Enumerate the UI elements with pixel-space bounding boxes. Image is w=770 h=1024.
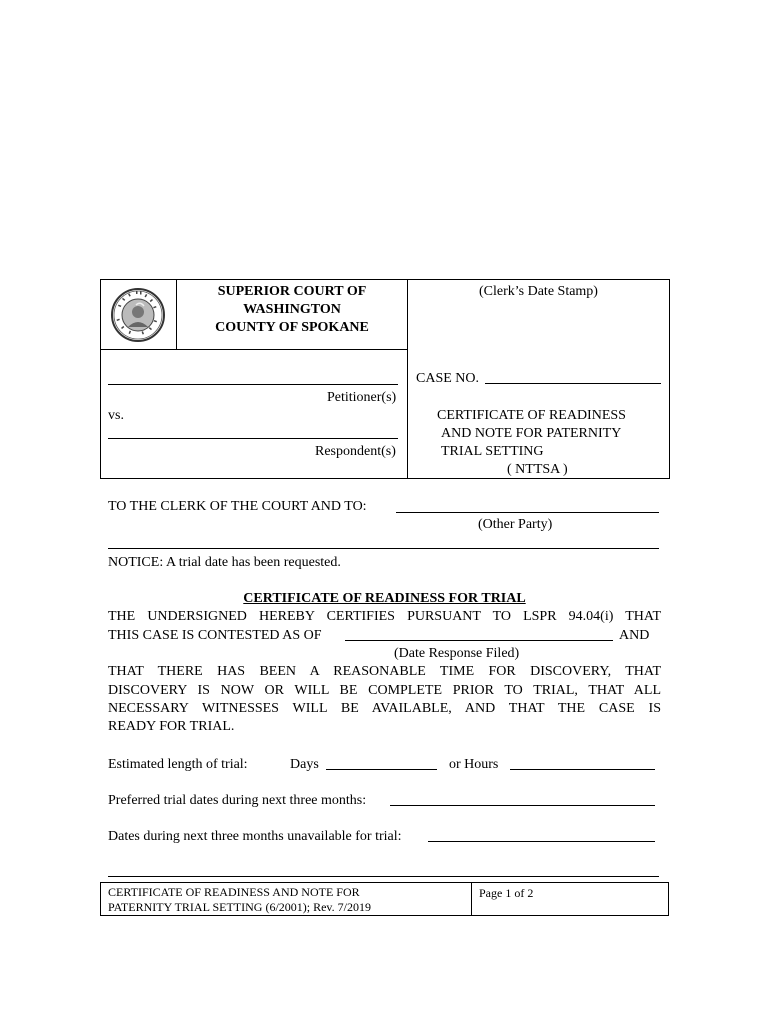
respondent-label: Respondent(s) [315, 444, 396, 459]
clerk-date-stamp: (Clerk’s Date Stamp) [479, 284, 598, 299]
preferred-dates-field[interactable] [390, 805, 655, 806]
trial-length-label: Estimated length of trial: [108, 757, 248, 772]
form-title-line1: CERTIFICATE OF READINESS [437, 408, 626, 423]
court-name-line2: WASHINGTON [243, 302, 341, 317]
notice-text: NOTICE: A trial date has been requested. [108, 555, 341, 570]
contested-suffix: AND [619, 628, 650, 643]
certificate-heading: CERTIFICATE OF READINESS FOR TRIAL [243, 591, 526, 606]
preferred-dates-label: Preferred trial dates during next three months: [108, 793, 367, 808]
court-name-line3: COUNTY OF SPOKANE [215, 320, 369, 335]
certify-para-line3: NECESSARY WITNESSES WILL BE AVAILABLE, AND THAT THE CASE IS [108, 701, 661, 716]
form-title-line2: AND NOTE FOR PATERNITY [441, 426, 622, 441]
case-no-label: CASE NO. [416, 371, 480, 386]
other-party-field-line2[interactable] [108, 548, 659, 549]
date-response-filed-field[interactable] [345, 640, 613, 641]
date-response-caption: (Date Response Filed) [394, 646, 520, 661]
other-party-field[interactable] [396, 512, 659, 513]
petitioner-name-line[interactable] [108, 384, 398, 385]
state-seal-icon [110, 287, 166, 343]
form-code: ( NTTSA ) [507, 462, 568, 477]
days-field[interactable] [326, 769, 437, 770]
hours-field[interactable] [510, 769, 655, 770]
certify-para-line4: READY FOR TRIAL. [108, 719, 235, 734]
to-clerk-label: TO THE CLERK OF THE COURT AND TO: [108, 499, 367, 514]
days-label: Days [290, 757, 319, 772]
hours-label: or Hours [449, 757, 499, 772]
vs-label: vs. [108, 408, 124, 423]
contested-prefix: THIS CASE IS CONTESTED AS OF [108, 628, 322, 643]
page-number: Page 1 of 2 [479, 886, 534, 900]
footer-form-title-line2: PATERNITY TRIAL SETTING (6/2001); Rev. 7/2019 [108, 900, 371, 914]
respondent-name-line[interactable] [108, 438, 398, 439]
petitioner-label: Petitioner(s) [327, 390, 397, 405]
court-name-line1: SUPERIOR COURT OF [217, 284, 367, 299]
footer-form-title-line1: CERTIFICATE OF READINESS AND NOTE FOR [108, 885, 360, 899]
certify-para-line2: DISCOVERY IS NOW OR WILL BE COMPLETE PRIOR TO TRIAL, THAT ALL [108, 682, 661, 698]
form-title-line3: TRIAL SETTING [441, 444, 544, 459]
certify-para-line1: THAT THERE HAS BEEN A REASONABLE TIME FOR DISCOVERY, THAT [108, 664, 661, 679]
certify-line1: THE UNDERSIGNED HEREBY CERTIFIES PURSUANT TO LSPR 94.04(i) THAT [108, 609, 661, 624]
unavailable-dates-label: Dates during next three months unavailable for trial: [108, 829, 402, 844]
other-party-caption: (Other Party) [478, 517, 553, 532]
unavailable-dates-field[interactable] [428, 841, 655, 842]
unavailable-dates-field-line2[interactable] [108, 876, 659, 877]
case-no-field[interactable] [485, 383, 661, 384]
